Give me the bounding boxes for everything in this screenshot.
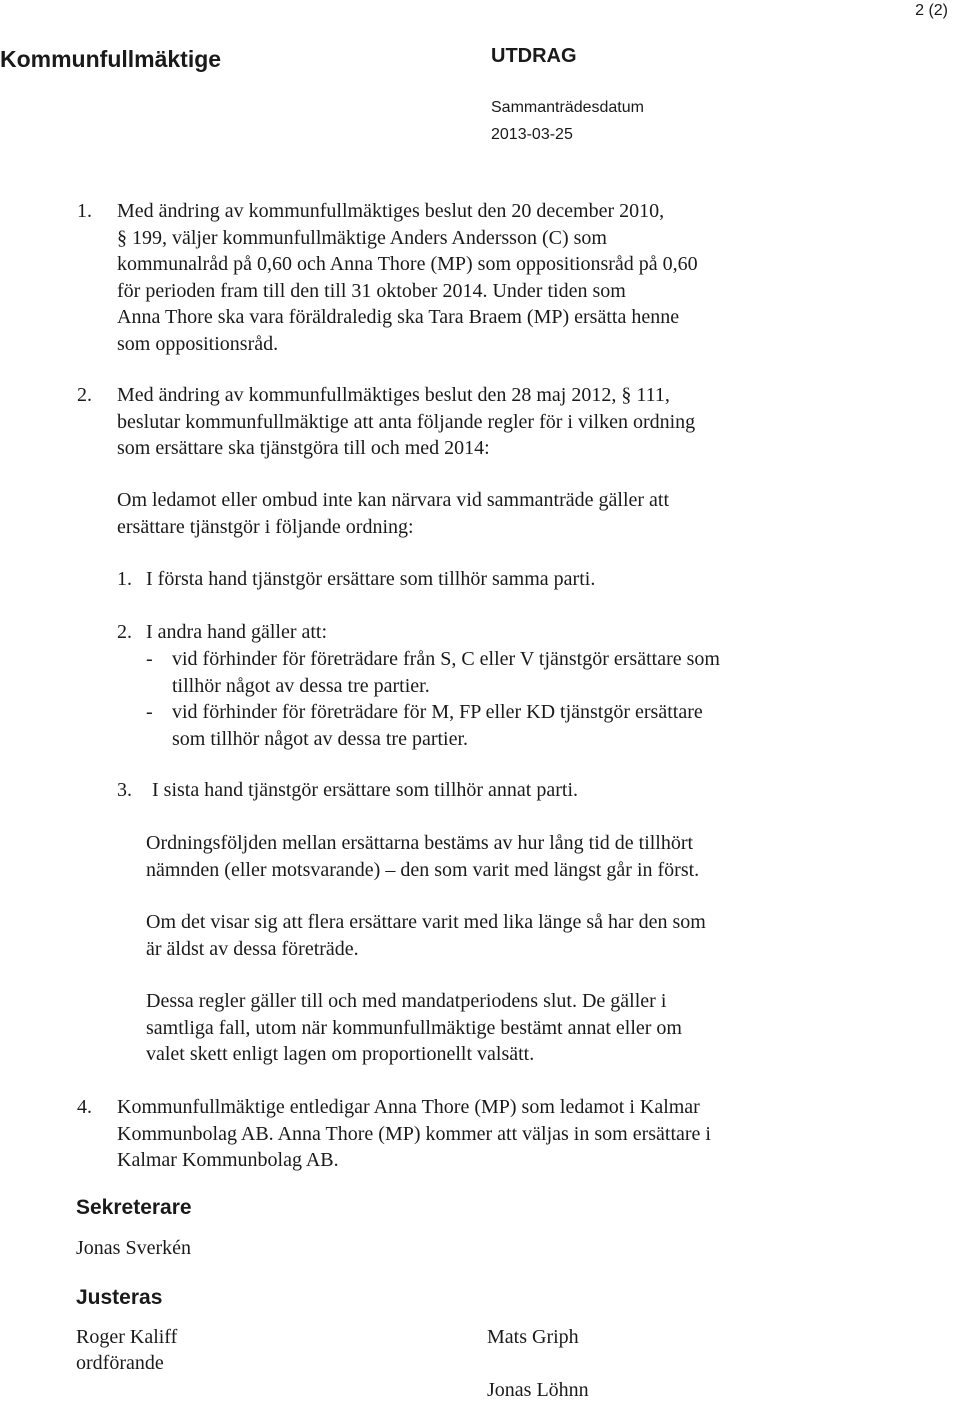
note-paragraph [146, 988, 682, 1068]
text-line: Om ledamot eller ombud inte kan närvara vid sammanträde gäller att [117, 489, 670, 511]
page-number: 2 (2) [915, 2, 948, 19]
rule-number: 2. [117, 621, 132, 643]
item-number: 4. [77, 1096, 92, 1118]
text-line: kommunalråd på 0,60 och Anna Thore (MP) som oppositionsråd på 0,60 [117, 253, 698, 275]
dash-item [172, 646, 720, 699]
document-type: UTDRAG [491, 45, 577, 67]
text-line: samtliga fall, utom när kommunfullmäktige bestämt annat eller om [146, 1016, 682, 1039]
text-line: § 199, väljer kommunfullmäktige Anders Andersson (C) som [117, 226, 607, 249]
text-line: ersättare tjänstgör i följande ordning: [117, 515, 414, 538]
item-1-text [117, 198, 698, 357]
text-line: Anna Thore ska vara föräldraledig ska Tara Braem (MP) ersätta henne [117, 306, 680, 328]
dash-item [172, 699, 703, 752]
chair-name: Roger Kaliff [76, 1326, 178, 1348]
item-number: 1. [77, 200, 92, 222]
text-line: Kommunfullmäktige entledigar Anna Thore (MP) som ledamot i Kalmar [117, 1096, 700, 1118]
text-line: som ersättare ska tjänstgöra till och med 2014: [117, 437, 490, 459]
text-line: valet skett enligt lagen om proportionellt valsätt. [146, 1043, 535, 1065]
rule-text: I första hand tjänstgör ersättare som tillhör samma parti. [146, 568, 596, 590]
adjust-heading: Justeras [76, 1286, 163, 1309]
text-line: Dessa regler gäller till och med mandatperiodens slut. De gäller i [146, 990, 667, 1012]
meeting-date-value: 2013-03-25 [491, 126, 573, 143]
adjuster-name: Mats Griph [487, 1326, 579, 1348]
text-line: som tillhör något av dessa tre partier. [172, 727, 469, 750]
text-line: vid förhinder för företrädare för M, FP eller KD tjänstgör ersättare [172, 701, 703, 723]
dash-marker: - [146, 701, 153, 723]
text-line: Med ändring av kommunfullmäktiges beslut den 20 december 2010, [117, 200, 665, 222]
adjuster-name: Jonas Löhnn [487, 1379, 589, 1401]
item-4-text [117, 1094, 711, 1174]
text-line: Ordningsföljden mellan ersättarna bestäms av hur lång tid de tillhört [146, 832, 694, 854]
note-paragraph [146, 909, 706, 962]
rule-number: 3. [117, 779, 132, 801]
text-line: Om det visar sig att flera ersättare varit med lika länge så har den som [146, 911, 706, 933]
rule-text: I sista hand tjänstgör ersättare som tillhör annat parti. [152, 779, 578, 801]
note-paragraph [146, 830, 699, 883]
rule-text: I andra hand gäller att: [146, 621, 328, 643]
text-line: Med ändring av kommunfullmäktiges beslut den 28 maj 2012, § 111, [117, 384, 670, 406]
organ-title: Kommunfullmäktige [0, 46, 222, 72]
meeting-date-label: Sammanträdesdatum [491, 99, 644, 116]
secretary-name: Jonas Sverkén [76, 1237, 191, 1259]
text-line: för perioden fram till den till 31 oktober 2014. Under tiden som [117, 279, 626, 302]
chair-role: ordförande [76, 1352, 164, 1374]
item-2-text [117, 382, 695, 462]
text-line: är äldst av dessa företräde. [146, 937, 359, 960]
dash-marker: - [146, 648, 153, 670]
rule-number: 1. [117, 568, 132, 590]
text-line: vid förhinder för företrädare från S, C eller V tjänstgör ersättare som [172, 648, 720, 670]
text-line: Kalmar Kommunbolag AB. [117, 1149, 339, 1171]
text-line: nämnden (eller motsvarande) – den som varit med längst går in först. [146, 858, 700, 881]
text-line: som oppositionsråd. [117, 332, 279, 355]
item-number: 2. [77, 384, 92, 406]
text-line: beslutar kommunfullmäktige att anta följande regler för i vilken ordning [117, 410, 696, 433]
rules-intro [117, 487, 669, 540]
secretary-heading: Sekreterare [76, 1196, 192, 1219]
text-line: Kommunbolag AB. Anna Thore (MP) kommer att väljas in som ersättare i [117, 1122, 711, 1145]
text-line: tillhör något av dessa tre partier. [172, 674, 430, 697]
